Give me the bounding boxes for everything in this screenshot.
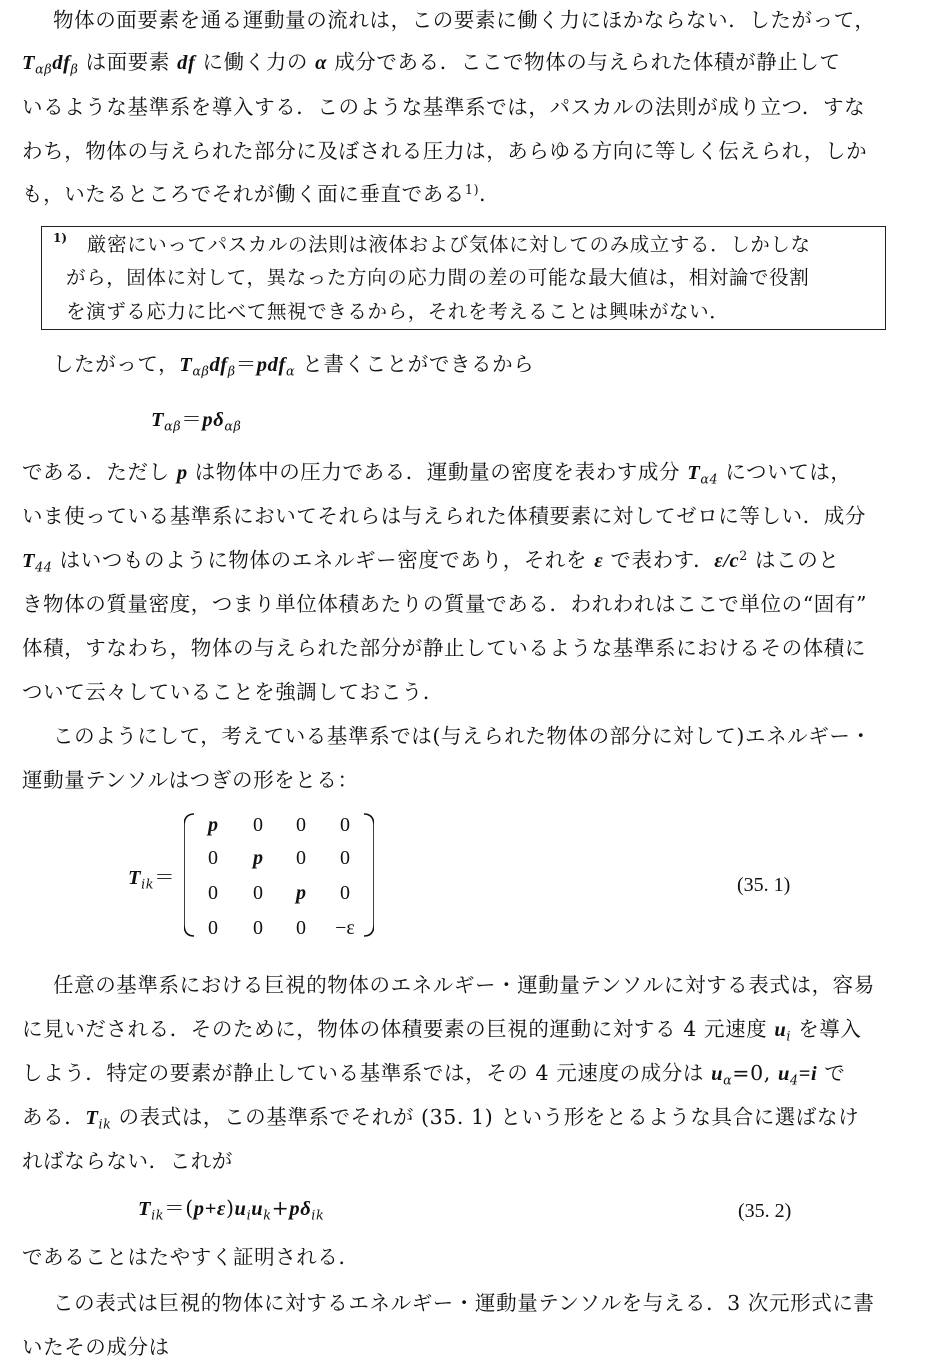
math-sub: αβ xyxy=(35,61,53,77)
math-u: u xyxy=(234,1198,247,1220)
matrix-cell: 0 xyxy=(253,882,263,904)
math-u: u xyxy=(711,1063,724,1085)
para1-line3: いるような基準系を導入する．このような基準系では，パスカルの法則が成り立つ．すな xyxy=(22,95,866,119)
math-sub: αβ xyxy=(224,418,242,434)
math-df: df xyxy=(177,52,196,74)
math-sub: αβ xyxy=(164,418,182,434)
footnote-line3: を演ずる応力に比べて無視できるから，それを考えることは興味がない． xyxy=(66,300,730,323)
matrix-cell: 0 xyxy=(340,814,350,836)
math-p-eps: p+ε xyxy=(193,1198,226,1220)
math-T: T xyxy=(687,462,701,484)
matrix-cell: p xyxy=(253,847,263,869)
text: は物体中の圧力である．運動量の密度を表わす成分 xyxy=(187,460,688,484)
math-sub: i xyxy=(246,1207,252,1223)
math-u: u xyxy=(774,1019,787,1041)
math-rhs: pδ xyxy=(202,409,225,431)
math-sub: ik xyxy=(98,1116,112,1132)
matrix-cell: 0 xyxy=(253,814,263,836)
math-p-delta: pδ xyxy=(289,1198,312,1220)
matrix xyxy=(184,810,374,940)
matrix-cell: 0 xyxy=(296,814,306,836)
math-text: =0, xyxy=(732,1061,778,1085)
math-T: T xyxy=(151,409,165,431)
math-sub: β xyxy=(227,363,236,379)
math-sub: i xyxy=(786,1028,792,1044)
matrix-cell: 0 xyxy=(208,882,218,904)
equation-number-35-2: (35. 2) xyxy=(738,1200,792,1222)
text: は面要素 xyxy=(78,50,178,74)
matrix-cell: 0 xyxy=(296,847,306,869)
math-eq: =i xyxy=(798,1063,818,1085)
math-sub: αβ xyxy=(192,363,210,379)
text: はいつものように物体のエネルギー密度であり，それを xyxy=(52,548,595,572)
math-sub: 44 xyxy=(35,559,53,575)
math-sub: k xyxy=(263,1207,272,1223)
math-df: df xyxy=(209,354,228,376)
para3-line2: いま使っている基準系においてそれらは与えられた体積要素に対してゼロに等しい．成分 xyxy=(22,504,866,528)
text: で表わす． xyxy=(603,548,715,572)
footnote-line1: 厳密にいってパスカルの法則は液体および気体に対してのみ成立する．しかしな xyxy=(87,233,811,256)
para6-line1: であることはたやすく証明される． xyxy=(22,1245,360,1269)
para4-line1: このようにして，考えている基準系では(与えられた物体の部分に対して)エネルギー・ xyxy=(53,724,872,748)
math-eq: ＝ xyxy=(154,865,176,889)
para7-line1: この表式は巨視的物体に対するエネルギー・運動量テンソルを与える．3 次元形式に書 xyxy=(53,1291,875,1315)
footnote-line2: がら，固体に対して，異なった方向の応力間の差の可能な最大値は，相対論で役割 xyxy=(66,266,810,289)
matrix-cell: 0 xyxy=(340,882,350,904)
matrix-cell: 0 xyxy=(208,917,218,939)
para1-line4: わち，物体の与えられた部分に及ぼされる圧力は，あらゆる方向に等しく伝えられ，しか xyxy=(22,139,868,163)
matrix-cell: 0 xyxy=(296,917,306,939)
para5-line5: ればならない．これが xyxy=(22,1149,233,1173)
math-eps-c: ε/c xyxy=(714,550,740,572)
equation-number-35-1: (35. 1) xyxy=(737,874,791,896)
matrix-cell: p xyxy=(296,882,306,904)
math-T: T xyxy=(128,867,142,889)
math-sub: ik xyxy=(151,1207,165,1223)
para3-line3 xyxy=(22,550,839,574)
para7-line2: いたその成分は xyxy=(22,1335,170,1359)
para2-line1 xyxy=(53,354,534,378)
math-sub: α xyxy=(723,1072,733,1088)
math-sub: α4 xyxy=(700,471,719,487)
math-u: u xyxy=(777,1063,790,1085)
math-sub: ik xyxy=(141,876,155,892)
para4-line2: 運動量テンソルはつぎの形をとる： xyxy=(22,768,359,792)
math-sub: β xyxy=(70,61,79,77)
matrix-cell: 0 xyxy=(208,847,218,869)
para1-line5 xyxy=(22,184,500,205)
math-eq: ＝( xyxy=(164,1196,194,1220)
math-T: T xyxy=(179,354,193,376)
text: については， xyxy=(718,460,852,484)
math-eq: ＝ xyxy=(235,352,257,376)
text: の表式は，この基準系でそれが (35. 1) という形をとるような具合に選ばなけ xyxy=(111,1105,860,1129)
text: に見いだされる．そのために，物体の体積要素の巨視的運動に対する 4 元速度 xyxy=(22,1017,775,1041)
math-pdf: pdf xyxy=(256,354,286,376)
math-sub: α xyxy=(285,363,296,379)
footnote-ref: 1) xyxy=(464,182,480,198)
text: に働く力の xyxy=(195,50,316,74)
para3-line5: 体積，すなわち，物体の与えられた部分が静止しているような基準系におけるその体積に xyxy=(22,636,866,660)
matrix-lhs xyxy=(128,867,175,891)
math-paren: ) xyxy=(225,1196,235,1220)
math-sub: ik xyxy=(311,1207,325,1223)
math-T: T xyxy=(138,1198,152,1220)
math-T: T xyxy=(85,1107,99,1129)
equation-35-2 xyxy=(138,1198,324,1222)
equation-stress xyxy=(151,409,241,433)
matrix-cell: 0 xyxy=(253,917,263,939)
text: と書くことができるから xyxy=(295,352,535,376)
para3-line6: ついて云々していることを強調しておこう． xyxy=(22,680,444,704)
para3-line1 xyxy=(22,462,852,486)
para5-line2 xyxy=(22,1019,862,1043)
math-plus: + xyxy=(271,1196,290,1220)
text: も，いたるところでそれが働く面に垂直である xyxy=(22,182,465,206)
math-u: u xyxy=(251,1198,264,1220)
para5-line1: 任意の基準系における巨視的物体のエネルギー・運動量テンソルに対する表式は，容易 xyxy=(53,973,875,997)
para5-line4 xyxy=(22,1107,859,1131)
matrix-cell: p xyxy=(208,814,218,836)
matrix-cell: 0 xyxy=(340,847,350,869)
text: ある． xyxy=(22,1105,86,1129)
text: 成分である．ここで物体の与えられた体積が静止して xyxy=(327,50,841,74)
text: を導入 xyxy=(791,1017,862,1041)
para1-line2 xyxy=(22,52,841,76)
text: しよう．特定の要素が静止している基準系では，その 4 元速度の成分は xyxy=(22,1061,712,1085)
math-eq: ＝ xyxy=(181,407,203,431)
math-T: T xyxy=(22,550,36,572)
math-sup: 2 xyxy=(739,548,748,564)
math-alpha: α xyxy=(315,52,328,74)
text: である．ただし xyxy=(22,460,177,484)
para1-line1: 物体の面要素を通る運動量の流れは，この要素に働く力にほかならない．したがって， xyxy=(53,8,876,32)
math-p: p xyxy=(176,462,188,484)
math-T: T xyxy=(22,52,36,74)
text: ． xyxy=(479,182,501,206)
para5-line3 xyxy=(22,1063,845,1087)
text: はこのと xyxy=(747,548,840,572)
math-df: df xyxy=(52,52,71,74)
text: したがって， xyxy=(53,352,180,376)
footnote-mark: 1) xyxy=(53,231,68,245)
math-sub: 4 xyxy=(789,1072,799,1088)
text: で xyxy=(817,1061,846,1085)
math-eps: ε xyxy=(594,550,604,572)
para3-line4: き物体の質量密度，つまり単位体積あたりの質量である．われわれはここで単位の“固有” xyxy=(22,592,868,616)
matrix-cell: −ε xyxy=(335,917,355,939)
